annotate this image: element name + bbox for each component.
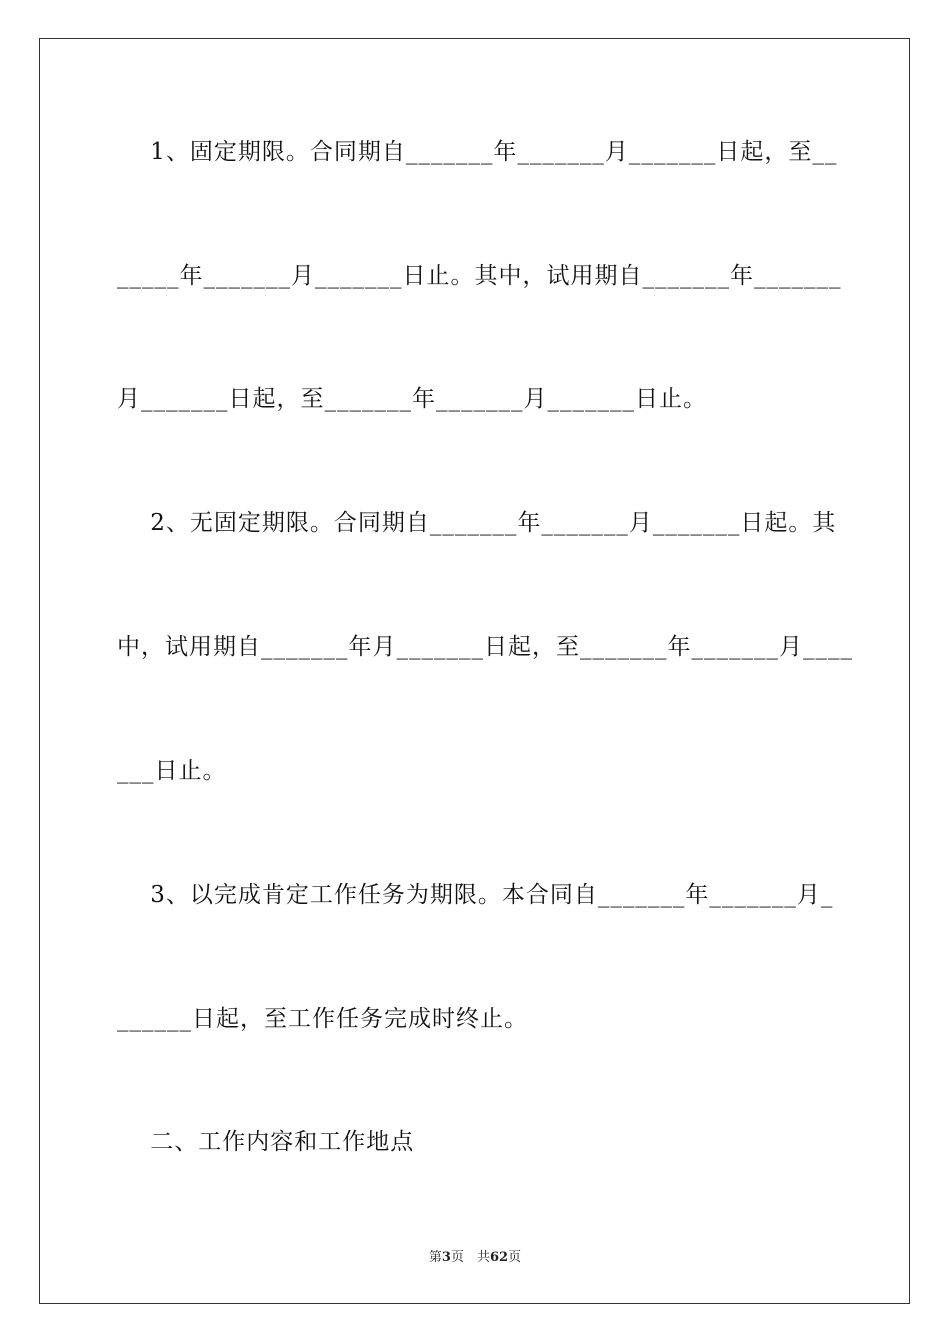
- footer-middle: 页 共: [450, 1250, 490, 1265]
- clause-2-line-1: 2、无固定期限。合同期自_______年_______月_______日起。其: [117, 510, 837, 536]
- footer-prefix: 第: [428, 1250, 442, 1265]
- footer-page-number: 3: [441, 1250, 451, 1265]
- clause-3-line-1: 3、以完成肯定工作任务为期限。本合同自_______年_______月_: [117, 882, 834, 908]
- section-heading: 二、工作内容和工作地点: [117, 1129, 415, 1155]
- clause-3-line-2: ______日起，至工作任务完成时终止。: [117, 1006, 528, 1032]
- clause-1-line-1: 1、固定期限。合同期自_______年_______月_______日起，至__: [117, 139, 838, 165]
- footer-total-pages: 62: [489, 1250, 509, 1265]
- clause-1-line-3: 月_______日起，至_______年_______月_______日止。: [117, 386, 707, 412]
- clause-2-line-3: ___日止。: [117, 758, 227, 784]
- footer-suffix: 页: [508, 1250, 522, 1265]
- page-footer: [0, 1246, 950, 1265]
- clause-1-line-2: _____年_______月_______日止。其中，试用期自_______年_______: [117, 263, 842, 289]
- page-border: [39, 38, 910, 1304]
- clause-2-line-2: 中，试用期自_______年月_______日起，至_______年_______月____: [117, 634, 853, 660]
